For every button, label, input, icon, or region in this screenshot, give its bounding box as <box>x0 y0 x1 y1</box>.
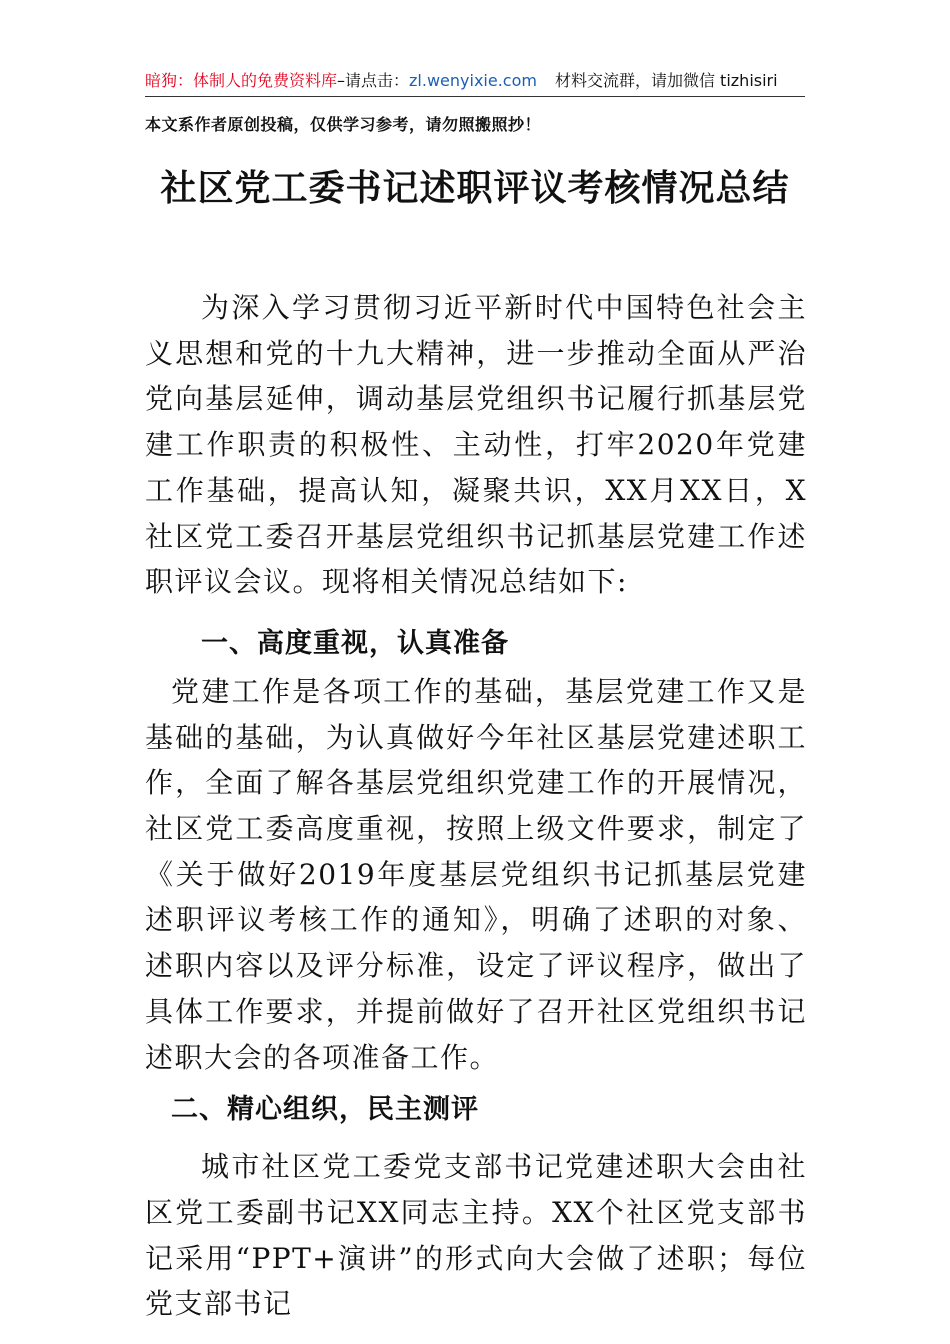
header-group-note: 材料交流群，请加微信 tizhisiri <box>554 71 778 90</box>
section-body-1: 党建工作是各项工作的基础，基层党建工作又是基础的基础，为认真做好今年社区基层党建述职工作，全面了解各基层党组织党建工作的开展情况，社区党工委高度重视，按照上级文件要求，制定了《关于做好2019年度基层党组织书记抓基层党建述职评议考核工作的通知》，明确了述职的对象、述职内容以及评分标准，设定了评议程序，做出了具体工作要求，并提前做好了召开社区党组织书记述职大会的各项准备工作。 <box>145 674 807 1074</box>
document-title: 社区党工委书记述职评议考核情况总结 <box>160 167 790 209</box>
section-heading-2: 二、精心组织，民主测评 <box>171 1094 479 1126</box>
page-header <box>145 66 805 97</box>
header-brand: 暗狗：体制人的免费资料库 <box>145 71 338 90</box>
header-link[interactable]: zl.wenyixie.com <box>409 71 537 90</box>
copyright-notice: 本文系作者原创投稿，仅供学习参考，请勿照搬照抄！ <box>145 115 542 134</box>
section-body-2: 城市社区党工委党支部书记党建述职大会由社区党工委副书记XX同志主持。XX个社区党支部书记采用“PPT+演讲”的形式向大会做了述职；每位党支部书记 <box>145 1150 807 1321</box>
section-heading-1: 一、高度重视，认真准备 <box>201 627 509 659</box>
intro-paragraph: 为深入学习贯彻习近平新时代中国特色社会主义思想和党的十九大精神，进一步推动全面从严治党向基层延伸，调动基层党组织书记履行抓基层党建工作职责的积极性、主动性，打牢2020年党建工作基础，提高认知，凝聚共识，XX月XX日，X社区党工委召开基层党组织书记抓基层党建工作述职评议会议。现将相关情况总结如下: <box>145 291 807 599</box>
document-body <box>145 285 807 1327</box>
header-separator: –请点击： <box>337 71 410 90</box>
